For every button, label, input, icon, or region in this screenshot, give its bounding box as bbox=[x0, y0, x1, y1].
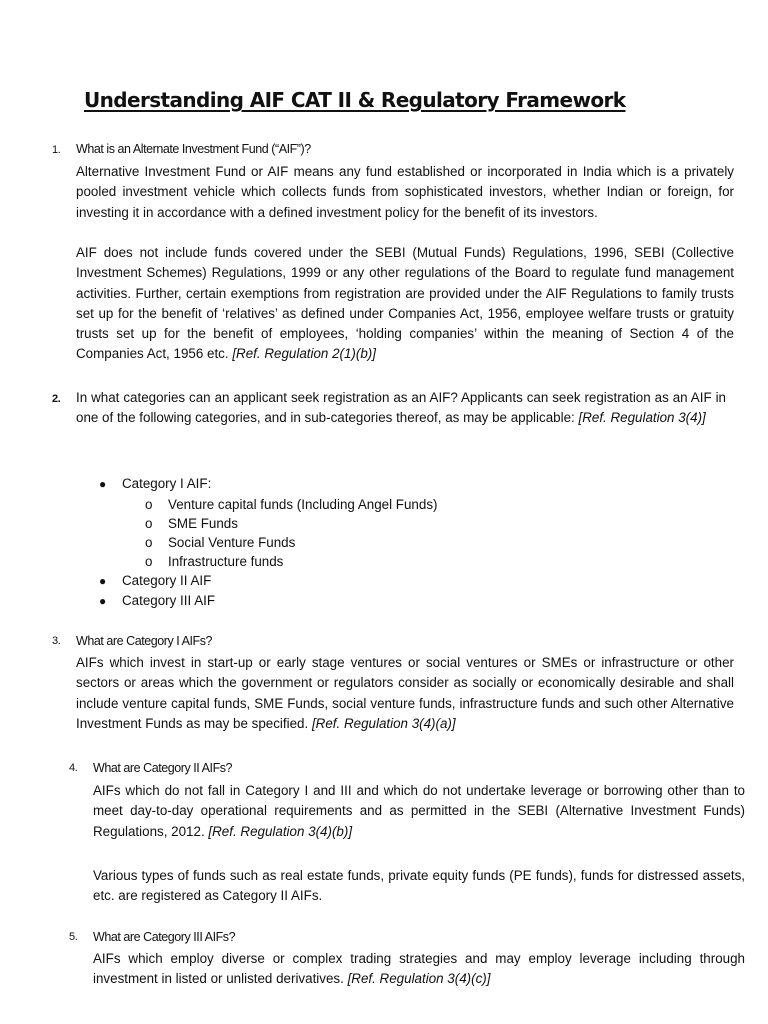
category-1-sub-2: o SME Funds bbox=[145, 516, 238, 531]
sub-bullet-icon: o bbox=[145, 516, 153, 531]
category-2-item: ● Category II AIF bbox=[99, 571, 211, 591]
q2-number: 2. bbox=[52, 393, 61, 405]
q4-reference: [Ref. Regulation 3(4)(b)] bbox=[208, 823, 353, 839]
q3-paragraph: AIFs which invest in start-up or early stage ventures or social ventures or SMEs or infrastructure or other sectors or areas which the government or regulators consider as socially or economically desirable and shall include venture capital funds, SME Funds, social venture funds, infrastructure funds and such other Alternative Investment Funds as may be specified. [Ref. Regulation 3(4)(a)] bbox=[76, 655, 734, 731]
category-3-item: ● Category III AIF bbox=[99, 591, 215, 611]
q1-reference: [Ref. Regulation 2(1)(b)] bbox=[232, 346, 376, 362]
sub-bullet-icon: o bbox=[145, 554, 153, 569]
q1-number: 1. bbox=[52, 144, 61, 156]
category-1-sub-3: o Social Venture Funds bbox=[145, 535, 296, 550]
q5-number: 5. bbox=[69, 931, 78, 943]
q1-paragraph-2: AIF does not include funds covered under the SEBI (Mutual Funds) Regulations, 1996, SEBI (Collective Investment Schemes) Regulations, 1999 or any other regulations of the Board to regulate fund management activities. Further, certain exemptions from registration are provided under the AIF Regulations to family trusts set up for the benefit of ‘relatives’ as defined under Companies Act, 1956, employee welfare trusts or gratuity trusts set up for the benefit of employees, ‘holding companies’ within the meaning of Section 4 of the Companies Act, 1956 etc. [Ref. Regulation 2(1)(b)] bbox=[76, 245, 734, 362]
q5-question: What are Category III AIFs? bbox=[93, 930, 236, 944]
sub-bullet-icon: o bbox=[145, 497, 153, 512]
q5-paragraph: AIFs which employ diverse or complex trading strategies and may employ leverage including through investment in listed or unlisted derivatives. [Ref. Regulation 3(4)(c)] bbox=[93, 951, 745, 987]
q4-paragraph-2: Various types of funds such as real estate funds, private equity funds (PE funds), funds for distressed assets, etc. are registered as Category II AIFs. bbox=[93, 868, 745, 904]
q3-question: What are Category I AIFs? bbox=[76, 634, 213, 648]
q3-reference: [Ref. Regulation 3(4)(a)] bbox=[311, 715, 456, 731]
q5-reference: [Ref. Regulation 3(4)(c)] bbox=[347, 971, 491, 987]
q4-number: 4. bbox=[69, 762, 78, 774]
q4-question: What are Category II AIFs? bbox=[93, 761, 233, 775]
category-1-sub-1: o Venture capital funds (Including Angel Funds) bbox=[145, 497, 438, 512]
q1-paragraph-1: Alternative Investment Fund or AIF means any fund established or incorporated in India which is a privately pooled investment vehicle which collects funds from sophisticated investors, whether Indian or foreign, for investing it in accordance with a defined investment policy for the benefit of its investors. bbox=[76, 164, 734, 220]
sub-bullet-icon: o bbox=[145, 535, 153, 550]
q3-number: 3. bbox=[52, 635, 61, 647]
bullet-icon: ● bbox=[99, 477, 107, 491]
bullet-icon: ● bbox=[99, 574, 107, 588]
q1-question: What is an Alternate Investment Fund (“AIF”)? bbox=[76, 142, 311, 156]
q2-reference: [Ref. Regulation 3(4)] bbox=[578, 410, 706, 426]
category-1-item: ● Category I AIF: bbox=[99, 474, 211, 494]
q4-paragraph-1: AIFs which do not fall in Category I and III and which do not undertake leverage or borrowing other than to meet day-to-day operational requirements and as permitted in the SEBI (Alternative Investment Funds) Regulations, 2012. [Ref. Regulation 3(4)(b)] bbox=[93, 783, 745, 839]
page-title: Understanding AIF CAT II & Regulatory Framework bbox=[84, 88, 626, 112]
bullet-icon: ● bbox=[99, 594, 107, 608]
q2-paragraph: In what categories can an applicant seek registration as an AIF? Applicants can seek registration as an AIF in one of the following categories, and in sub-categories thereof, as may be applicable: [Ref. Regulation 3(4)] bbox=[76, 390, 726, 426]
category-1-sub-4: o Infrastructure funds bbox=[145, 554, 284, 569]
